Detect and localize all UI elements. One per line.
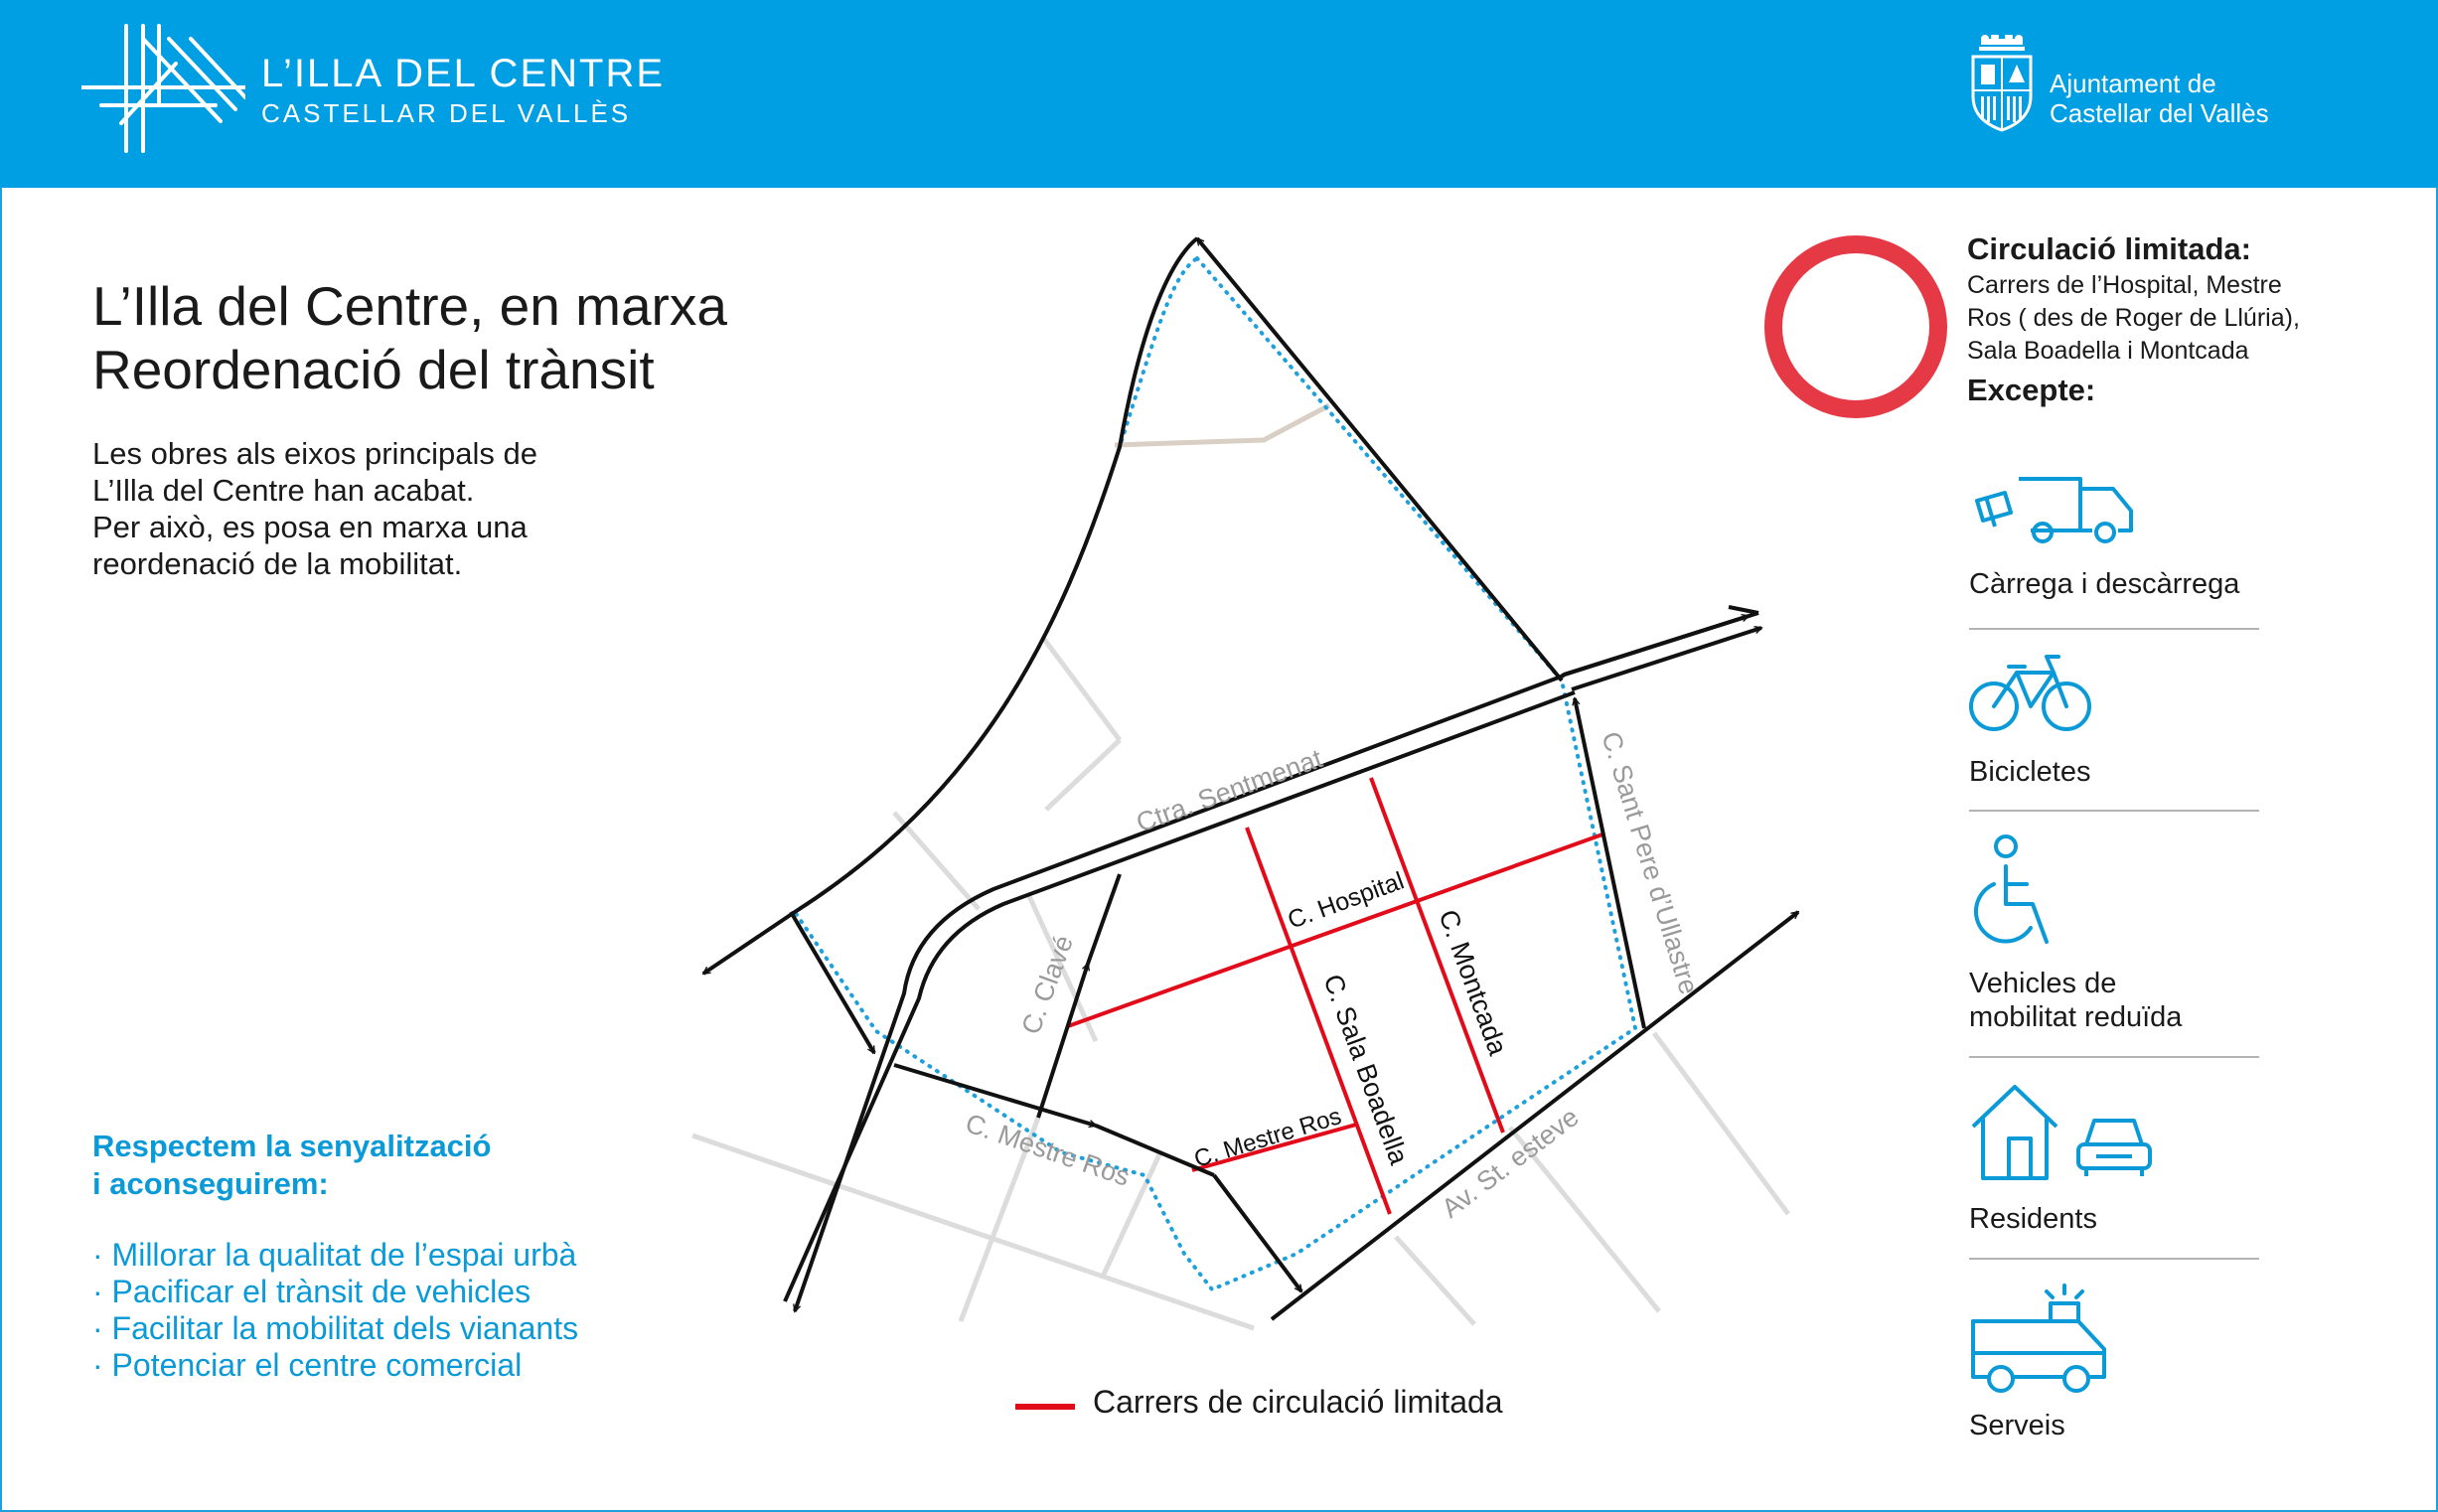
respect-heading-line: i aconseguirem: bbox=[92, 1166, 329, 1201]
legend-swatch-red bbox=[1015, 1404, 1075, 1410]
footpath bbox=[1115, 405, 1329, 445]
restriction-line: Sala Boadella i Montcada bbox=[1967, 337, 2249, 365]
intro-line: Per això, es posa en marxa una bbox=[92, 510, 528, 544]
delivery-truck-icon bbox=[1969, 475, 2153, 544]
respect-heading-line: Respectem la senyalització bbox=[92, 1129, 492, 1163]
house-car-icon bbox=[1969, 1083, 2163, 1182]
page-subtitle: Reordenació del trànsit bbox=[92, 339, 655, 400]
except-label: Excepte: bbox=[1967, 373, 2096, 407]
intro-line: reordenació de la mobilitat. bbox=[92, 546, 463, 581]
restriction-line: Ros ( des de Roger de Llúria), bbox=[1967, 304, 2300, 332]
exception-label: Residents bbox=[1969, 1203, 2097, 1235]
separator bbox=[1969, 1258, 2259, 1260]
ambulance-icon bbox=[1969, 1282, 2113, 1396]
exception-label bbox=[1969, 967, 2182, 1034]
intro-line: Les obres als eixos principals de bbox=[92, 436, 538, 471]
label-sant-pere: C. Sant Pere d’Ullastre bbox=[1596, 727, 1705, 998]
label-sala-boadella: C. Sala Boadella bbox=[1317, 970, 1415, 1169]
separator bbox=[1969, 1056, 2259, 1058]
label-sentmenat: Ctra. Sentmenat bbox=[1132, 743, 1326, 838]
exception-label-line: mobilitat reduïda bbox=[1969, 1001, 2183, 1033]
legend-label: Carrers de circulació limitada bbox=[1093, 1384, 1503, 1420]
exception-label: Càrrega i descàrrega bbox=[1969, 568, 2240, 600]
wheelchair-icon bbox=[1969, 832, 2058, 950]
exception-label-line: Vehicles de bbox=[1969, 968, 2117, 999]
separator bbox=[1969, 628, 2259, 630]
label-mestre-ros-outer: C. Mestre Ros bbox=[962, 1108, 1134, 1192]
restriction-line: Carrers de l’Hospital, Mestre bbox=[1967, 271, 2282, 299]
council-name-line1: Ajuntament de bbox=[2050, 69, 2216, 98]
goal-item: · Potenciar el centre comercial bbox=[92, 1347, 523, 1383]
label-st-esteve: Av. St. esteve bbox=[1436, 1102, 1585, 1224]
intro-line: L’Illa del Centre han acabat. bbox=[92, 473, 475, 508]
brand-title: L’ILLA DEL CENTRE bbox=[261, 52, 666, 95]
bicycle-icon bbox=[1969, 651, 2093, 735]
goal-item: · Millorar la qualitat de l’espai urbà bbox=[92, 1237, 577, 1273]
goal-item: · Facilitar la mobilitat dels vianants bbox=[92, 1310, 579, 1346]
separator bbox=[1969, 810, 2259, 812]
label-clave: C. Clavé bbox=[1015, 931, 1080, 1039]
street-labels bbox=[962, 728, 1704, 1224]
council-name-line2: Castellar del Vallès bbox=[2050, 98, 2269, 128]
exception-label: Bicicletes bbox=[1969, 756, 2091, 788]
restricted-sign-icon bbox=[1764, 235, 1947, 418]
label-montcada: C. Montcada bbox=[1433, 905, 1513, 1059]
goal-item: · Pacificar el trànsit de vehicles bbox=[92, 1274, 532, 1309]
restriction-title: Circulació limitada: bbox=[1967, 231, 2251, 266]
brand-subtitle: CASTELLAR DEL VALLÈS bbox=[261, 98, 632, 128]
label-mestre-ros-inner: C. Mestre Ros bbox=[1190, 1103, 1345, 1173]
exception-label: Serveis bbox=[1969, 1410, 2065, 1441]
label-hospital: C. Hospital bbox=[1284, 866, 1408, 935]
page-title: L’Illa del Centre, en marxa bbox=[92, 275, 727, 337]
restriction-description bbox=[1967, 269, 2300, 368]
